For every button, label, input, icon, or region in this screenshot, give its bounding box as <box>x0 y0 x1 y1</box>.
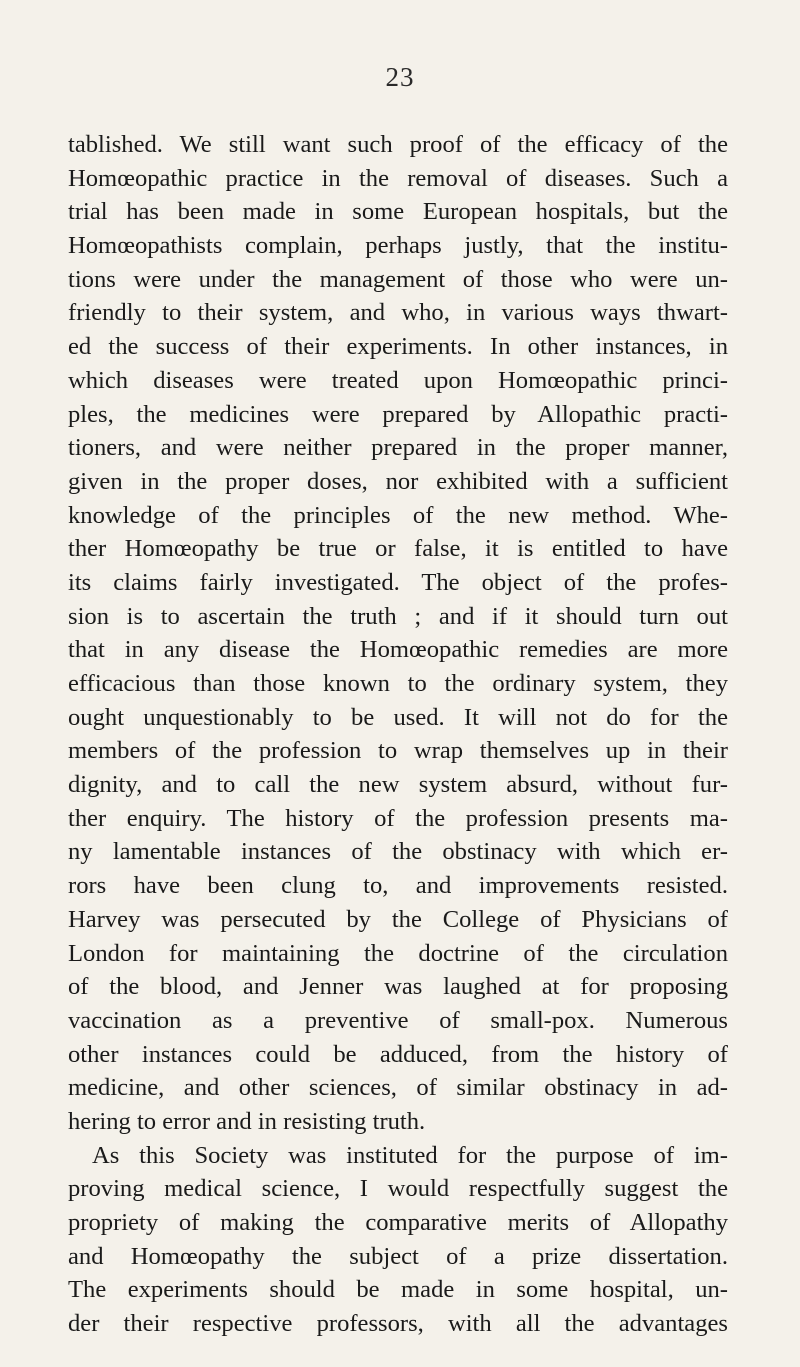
text-line: members of the profession to wrap themselves up in their <box>68 737 728 765</box>
text-line: that in any disease the Homœopathic remedies are more <box>68 636 728 664</box>
text-line: ed the success of their experiments. In other instances, in <box>68 333 728 361</box>
text-line: As this Society was instituted for the purpose of im- <box>92 1141 728 1169</box>
text-line: ther enquiry. The history of the profession presents ma- <box>68 804 728 832</box>
text-line: ples, the medicines were prepared by Allopathic practi- <box>68 400 728 428</box>
text-line: The experiments should be made in some hospital, un- <box>68 1276 728 1304</box>
page-number: 23 <box>385 62 415 92</box>
text-line: friendly to their system, and who, in various ways thwart- <box>68 299 728 327</box>
text-line: sion is to ascertain the truth ; and if it should turn out <box>68 602 728 630</box>
text-line: propriety of making the comparative merits of Allopathy <box>68 1209 728 1236</box>
text-line: given in the proper doses, nor exhibited with a sufficient <box>68 467 728 495</box>
text-line: dignity, and to call the new system absurd, without fur- <box>68 771 728 799</box>
text-line: hering to error and in resisting truth. <box>68 1107 426 1135</box>
text-line: trial has been made in some European hospitals, but the <box>68 198 728 226</box>
text-line: of the blood, and Jenner was laughed at for proposing <box>68 973 728 1001</box>
text-line: efficacious than those known to the ordinary system, they <box>68 670 728 697</box>
text-line: other instances could be adduced, from the history of <box>68 1040 728 1068</box>
text-line: tablished. We still want such proof of the efficacy of the <box>68 131 728 158</box>
text-line: its claims fairly investigated. The object of the profes- <box>68 568 728 596</box>
text-line: and Homœopathy the subject of a prize dissertation. <box>68 1242 728 1270</box>
text-line: Homœopathists complain, perhaps justly, that the institu- <box>68 232 728 260</box>
text-line: ny lamentable instances of the obstinacy with which er- <box>68 838 728 866</box>
text-line: tioners, and were neither prepared in the proper manner, <box>68 434 728 462</box>
text-line: ought unquestionably to be used. It will not do for the <box>68 703 728 731</box>
text-line: Homœopathic practice in the removal of diseases. Such a <box>68 164 728 192</box>
body-text <box>68 128 728 1341</box>
text-line: knowledge of the principles of the new method. Whe- <box>68 501 728 529</box>
text-line: medicine, and other sciences, of similar obstinacy in ad- <box>68 1074 728 1102</box>
text-line: ther Homœopathy be true or false, it is entitled to have <box>68 535 728 563</box>
text-line: London for maintaining the doctrine of the circulation <box>68 939 728 967</box>
text-line: vaccination as a preventive of small-pox. Numerous <box>68 1006 728 1034</box>
text-line: tions were under the management of those who were un- <box>68 265 728 293</box>
text-line: der their respective professors, with all the advantages <box>68 1310 728 1338</box>
text-line: rors have been clung to, and improvements resisted. <box>68 872 728 900</box>
text-line: Harvey was persecuted by the College of Physicians of <box>68 905 728 933</box>
text-line: proving medical science, I would respectfully suggest the <box>68 1175 728 1203</box>
text-line: which diseases were treated upon Homœopathic princi- <box>68 366 728 394</box>
